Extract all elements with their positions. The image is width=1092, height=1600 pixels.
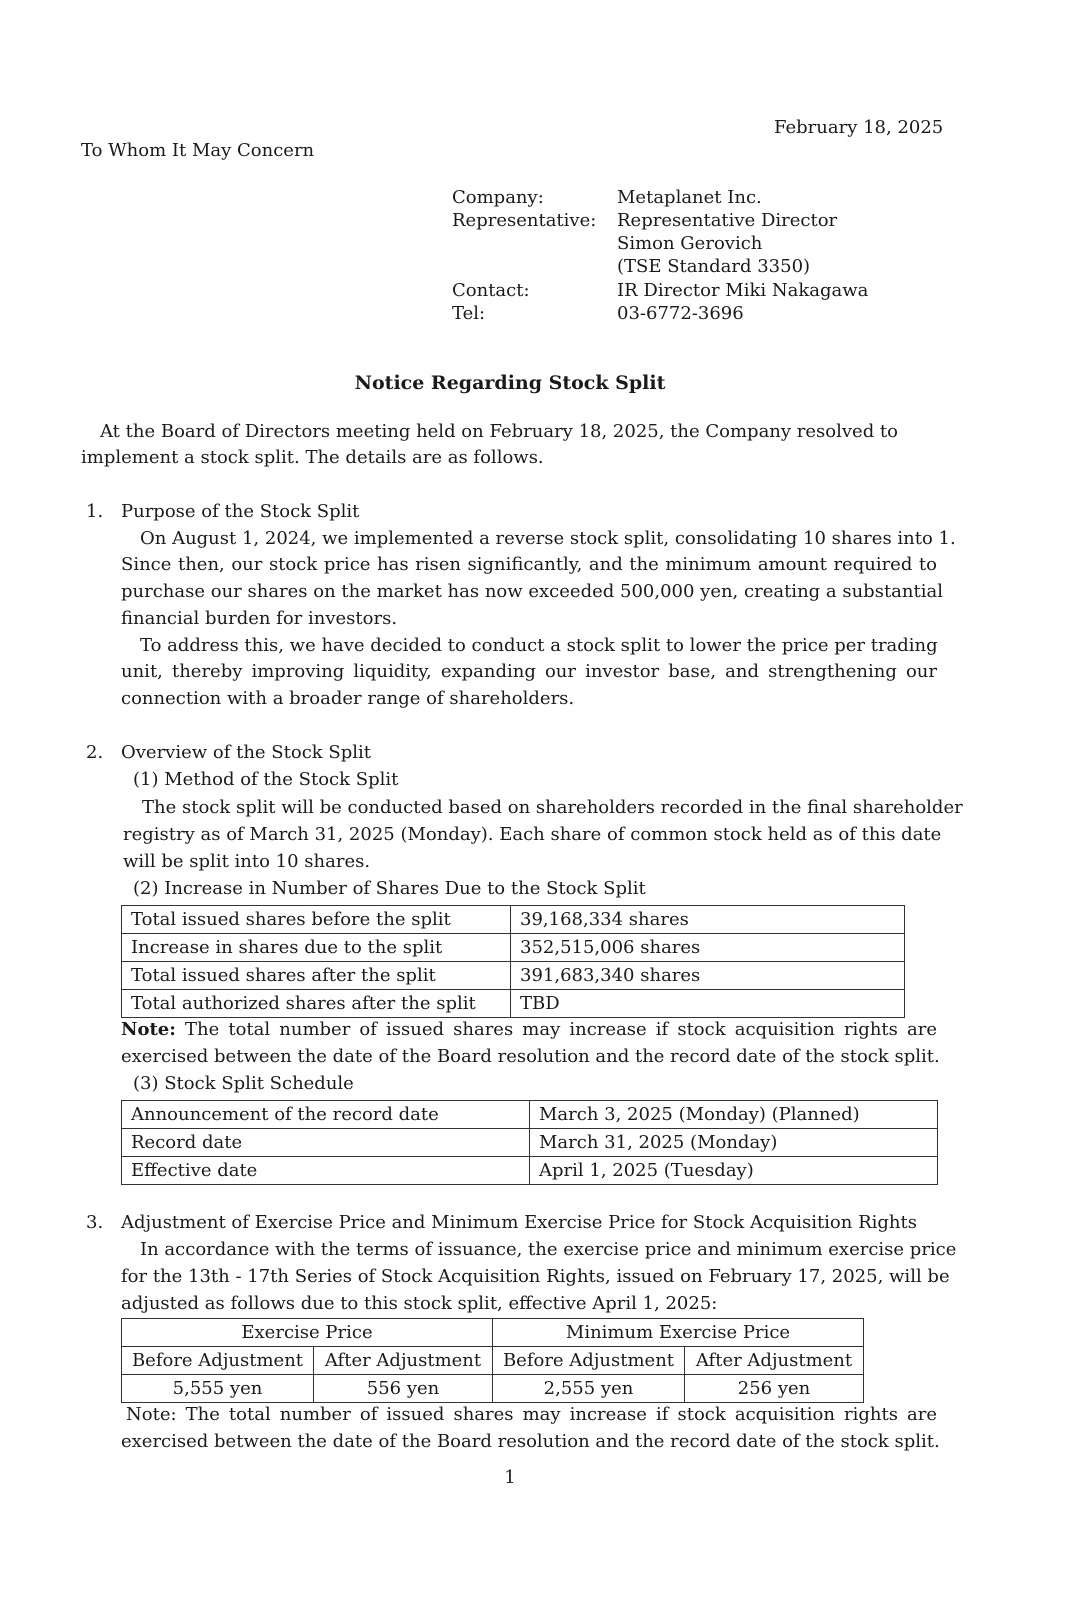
section1-para1-line-2: Since then, our stock price has risen significantly, and the minimum amount required to <box>121 554 937 575</box>
section2-heading: Overview of the Stock Split <box>121 742 372 763</box>
section1-heading: Purpose of the Stock Split <box>121 501 360 522</box>
row-value: 39,168,334 shares <box>511 906 905 934</box>
document-title: Notice Regarding Stock Split <box>354 372 666 394</box>
minimum-price-before: 2,555 yen <box>493 1375 685 1403</box>
table-header-row <box>122 1319 864 1347</box>
minimum-price-after: 256 yen <box>685 1375 864 1403</box>
section1-number: 1. <box>86 501 104 522</box>
contact-value: IR Director Miki Nakagawa <box>617 280 869 301</box>
row-label: Increase in shares due to the split <box>122 934 511 962</box>
table-subheader-row <box>122 1347 864 1375</box>
table-row <box>122 1129 938 1157</box>
exercise-price-header: Exercise Price <box>122 1319 493 1347</box>
row-label: Total issued shares before the split <box>122 906 511 934</box>
table-row <box>122 962 905 990</box>
sub1-para-line-2: registry as of March 31, 2025 (Monday). Each share of common stock held as of this date <box>123 824 942 845</box>
intro-line-2: implement a stock split. The details are as follows. <box>81 447 544 468</box>
section3-heading: Adjustment of Exercise Price and Minimum Exercise Price for Stock Acquisition Rights <box>121 1212 917 1233</box>
schedule-event: Announcement of the record date <box>122 1101 530 1129</box>
row-value: TBD <box>511 990 905 1018</box>
sub1-para-line-1: The stock split will be conducted based on shareholders recorded in the final shareholder <box>142 797 963 818</box>
sub1-heading: (1) Method of the Stock Split <box>133 769 399 790</box>
intro-line-1: At the Board of Directors meeting held on February 18, 2025, the Company resolved to <box>100 421 899 442</box>
company-label: Company: <box>452 187 544 208</box>
table-row <box>122 934 905 962</box>
section3-para-line-2: for the 13th - 17th Series of Stock Acquisition Rights, issued on February 17, 2025, will be <box>121 1266 950 1287</box>
sub1-para-line-3: will be split into 10 shares. <box>123 851 371 872</box>
table-row <box>122 1101 938 1129</box>
exercise-price-table <box>121 1318 864 1403</box>
note-label: Note: <box>121 1019 176 1040</box>
section1-para2-line-2: unit, thereby improving liquidity, expanding our investor base, and strengthening our <box>121 661 937 682</box>
exercise-price-after: 556 yen <box>314 1375 493 1403</box>
representative-label: Representative: <box>452 210 597 231</box>
section1-para1-line-1: On August 1, 2024, we implemented a reverse stock split, consolidating 10 shares into 1. <box>140 528 956 549</box>
share-increase-table <box>121 905 905 1018</box>
section3-note-line-1: Note: The total number of issued shares may increase if stock acquisition rights are <box>126 1404 937 1425</box>
schedule-event: Effective date <box>122 1157 530 1185</box>
section3-number: 3. <box>86 1212 104 1233</box>
section3-para-line-3: adjusted as follows due to this stock split, effective April 1, 2025: <box>121 1293 718 1314</box>
document-date: February 18, 2025 <box>774 117 944 138</box>
after-adjustment-header: After Adjustment <box>314 1347 493 1375</box>
section1-para2-line-1: To address this, we have decided to conduct a stock split to lower the price per trading <box>140 635 938 656</box>
tel-value: 03-6772-3696 <box>617 303 744 324</box>
representative-name: Simon Gerovich <box>617 233 763 254</box>
section1-para1-line-3: purchase our shares on the market has now exceeded 500,000 yen, creating a substantial <box>121 581 943 602</box>
section3-note-line-2: exercised between the date of the Board resolution and the record date of the stock split. <box>121 1431 940 1452</box>
schedule-date: March 3, 2025 (Monday) (Planned) <box>530 1101 938 1129</box>
sub2-heading: (2) Increase in Number of Shares Due to the Stock Split <box>133 878 646 899</box>
schedule-date: April 1, 2025 (Tuesday) <box>530 1157 938 1185</box>
schedule-event: Record date <box>122 1129 530 1157</box>
row-value: 352,515,006 shares <box>511 934 905 962</box>
before-adjustment-header: Before Adjustment <box>493 1347 685 1375</box>
tel-label: Tel: <box>452 303 486 324</box>
table-row <box>122 990 905 1018</box>
before-adjustment-header: Before Adjustment <box>122 1347 314 1375</box>
page-number: 1 <box>504 1467 516 1488</box>
schedule-table <box>121 1100 938 1185</box>
row-label: Total authorized shares after the split <box>122 990 511 1018</box>
row-label: Total issued shares after the split <box>122 962 511 990</box>
table-row <box>122 1375 864 1403</box>
contact-label: Contact: <box>452 280 530 301</box>
section2-number: 2. <box>86 742 104 763</box>
note-text: The total number of issued shares may increase if stock acquisition rights are <box>185 1019 937 1040</box>
row-value: 391,683,340 shares <box>511 962 905 990</box>
company-value: Metaplanet Inc. <box>617 187 762 208</box>
section1-para1-line-4: financial burden for investors. <box>121 608 398 629</box>
schedule-date: March 31, 2025 (Monday) <box>530 1129 938 1157</box>
representative-title: Representative Director <box>617 210 838 231</box>
after-adjustment-header: After Adjustment <box>685 1347 864 1375</box>
ticker-code: (TSE Standard 3350) <box>617 256 811 277</box>
table-row <box>122 1157 938 1185</box>
sub2-note-line-2: exercised between the date of the Board resolution and the record date of the stock split. <box>121 1046 940 1067</box>
minimum-exercise-price-header: Minimum Exercise Price <box>493 1319 864 1347</box>
section3-para-line-1: In accordance with the terms of issuance, the exercise price and minimum exercise price <box>140 1239 957 1260</box>
sub3-heading: (3) Stock Split Schedule <box>133 1073 354 1094</box>
section1-para2-line-3: connection with a broader range of shareholders. <box>121 688 575 709</box>
addressee: To Whom It May Concern <box>81 140 315 161</box>
sub2-note-line-1 <box>121 1019 937 1040</box>
exercise-price-before: 5,555 yen <box>122 1375 314 1403</box>
table-row <box>122 906 905 934</box>
